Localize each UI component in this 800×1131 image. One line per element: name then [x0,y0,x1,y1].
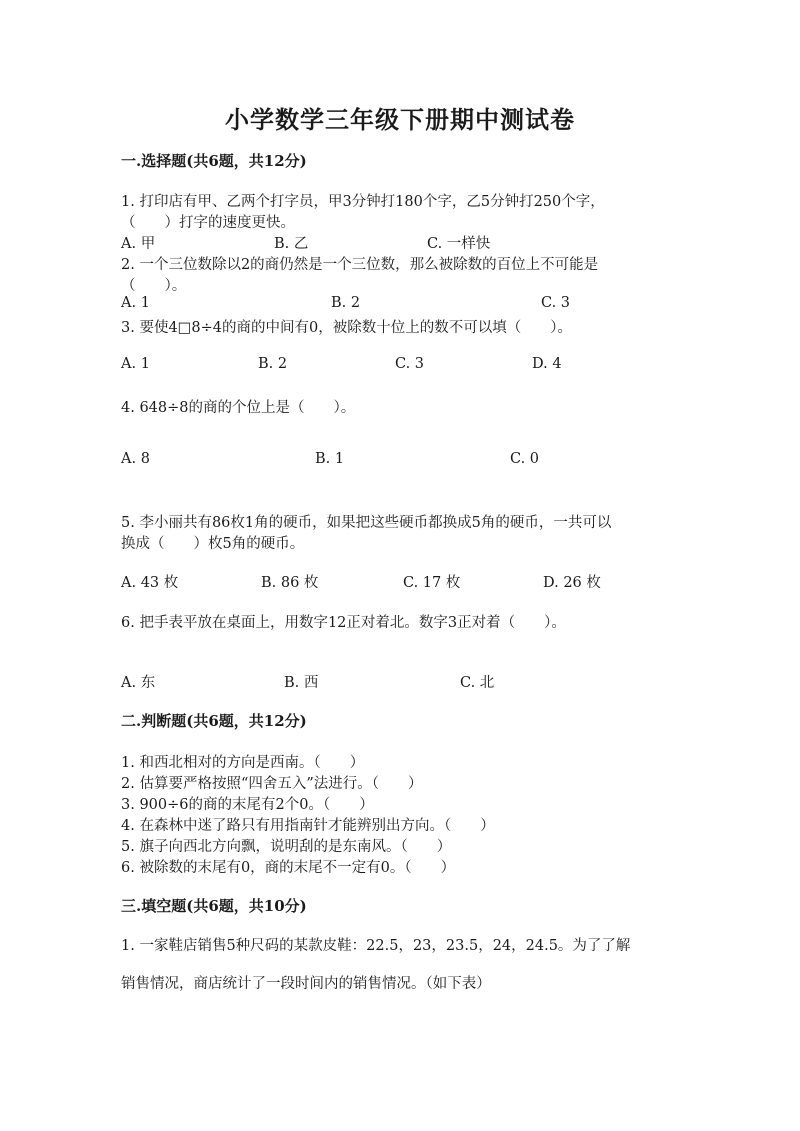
section-heading-fill-in: 三.填空题(共6题，共10分) [121,897,307,915]
question-2-line-1: 2. 一个三位数除以2的商仍然是一个三位数，那么被除数的百位上不可能是 [121,257,599,273]
question-6-option-b: B. 西 [284,675,319,691]
fill-in-question-1-line-1: 1. 一家鞋店销售5种尺码的某款皮鞋：22.5，23，23.5，24，24.5。为了了解 [121,938,631,954]
question-2-option-b: B. 2 [331,295,361,311]
question-3-option-d: D. 4 [532,356,562,372]
section-heading-choice: 一.选择题(共6题，共12分) [121,152,307,170]
question-4-option-c: C. 0 [510,451,540,467]
judgment-item-2: 2. 估算要严格按照“四舍五入”法进行。（ ） [121,776,423,792]
question-5-option-b: B. 86 枚 [261,575,319,591]
question-5-line-1: 5. 李小丽共有86枚1角的硬币，如果把这些硬币都换成5角的硬币，一共可以 [121,515,612,531]
question-5-line-2: 换成（ ）枚5角的硬币。 [121,536,305,552]
question-6-option-c: C. 北 [460,675,495,691]
question-4-option-a: A. 8 [121,451,150,467]
section-heading-judgment: 二.判断题(共6题，共12分) [121,712,307,730]
question-5-option-d: D. 26 枚 [543,575,601,591]
question-3-option-a: A. 1 [121,356,150,372]
question-5-option-c: C. 17 枚 [403,575,461,591]
judgment-item-5: 5. 旗子向西北方向飘，说明刮的是东南风。（ ） [121,839,452,855]
question-1-option-b: B. 乙 [274,236,309,252]
question-1-line-1: 1. 打印店有甲、乙两个打字员，甲3分钟打180个字，乙5分钟打250个字， [121,194,605,210]
judgment-item-6: 6. 被除数的末尾有0，商的末尾不一定有0。（ ） [121,860,456,876]
question-4-option-b: B. 1 [315,451,345,467]
question-3-line-1: 3. 要使4□8÷4的商的中间有0，被除数十位上的数不可以填（ ）。 [121,320,572,336]
question-2-option-a: A. 1 [121,295,150,311]
question-2-option-c: C. 3 [541,295,571,311]
question-6-line-1: 6. 把手表平放在桌面上，用数字12正对着北。数字3正对着（ ）。 [121,615,566,631]
question-4-line-1: 4. 648÷8的商的个位上是（ ）。 [121,400,356,416]
question-2-line-2: （ ）。 [121,278,187,294]
question-1-line-2: （ ）打字的速度更快。 [121,215,295,231]
question-3-option-b: B. 2 [258,356,288,372]
judgment-item-1: 1. 和西北相对的方向是西南。（ ） [121,755,365,771]
judgment-item-4: 4. 在森林中迷了路只有用指南针才能辨别出方向。（ ） [121,818,495,834]
question-6-option-a: A. 东 [121,675,156,691]
fill-in-question-1-line-2: 销售情况，商店统计了一段时间内的销售情况。（如下表） [121,976,491,992]
question-1-option-a: A. 甲 [121,236,156,252]
question-5-option-a: A. 43 枚 [121,575,179,591]
question-1-option-c: C. 一样快 [427,236,491,252]
question-3-option-c: C. 3 [395,356,425,372]
judgment-item-3: 3. 900÷6的商的末尾有2个0。（ ） [121,797,374,813]
page-title: 小学数学三年级下册期中测试卷 [225,105,575,134]
